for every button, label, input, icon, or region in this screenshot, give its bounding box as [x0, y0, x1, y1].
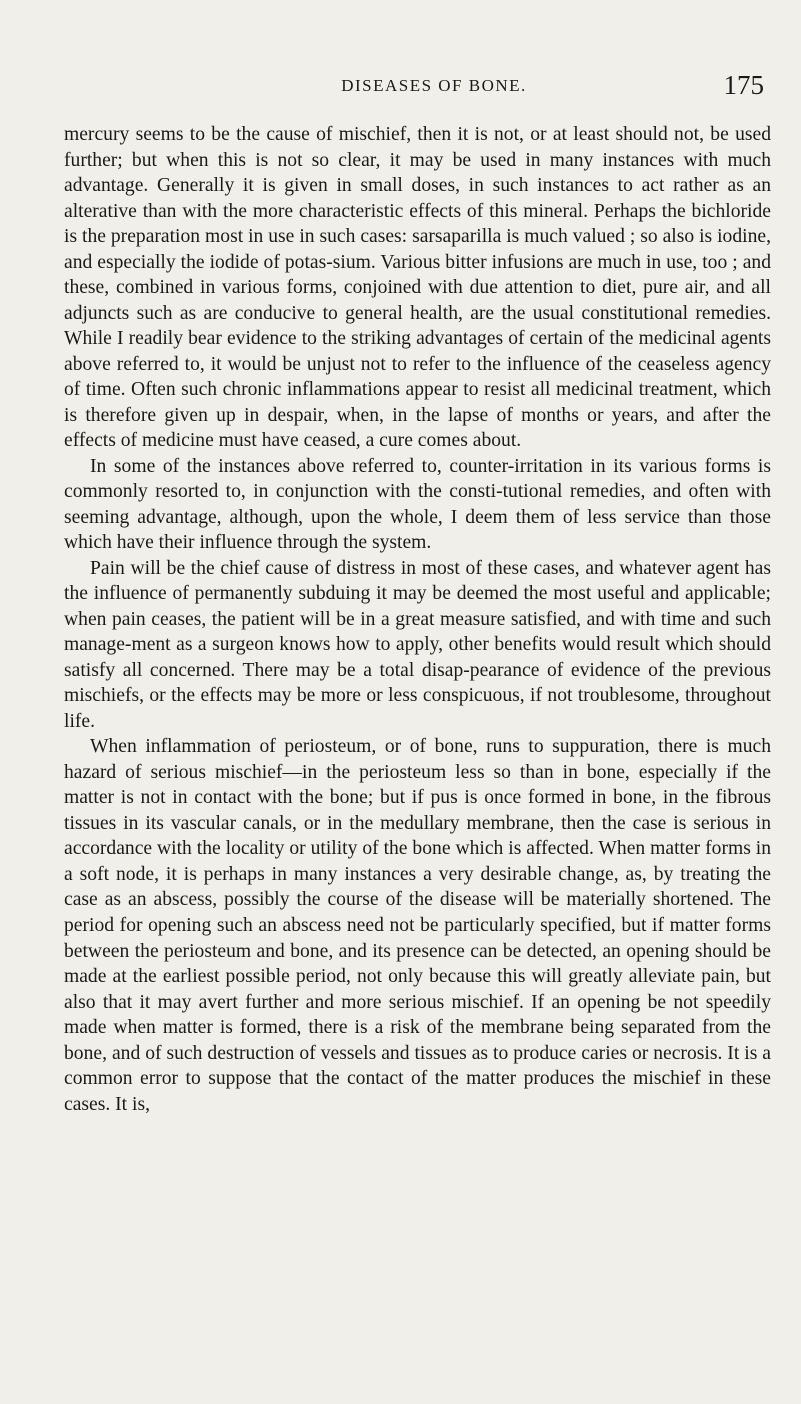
paragraph-1: mercury seems to be the cause of mischief, then it is not, or at least should not, be used further; but when this is not so clear, it may be used in many instances with much advantage. Generally it is given in small doses, in such instances to act rather as an alterative than with the more characteristic effects of this mineral. Perhaps the bichloride is the preparation most in use in such cases: sarsaparilla is much valued ; so also is iodine, and especially the iodide of potas-sium. Various bitter infusions are much in use, too ; and these, combined in various forms, conjoined with due attention to diet, pure air, and all adjuncts such as are conducive to general health, are the usual constitutional remedies. While I readily bear evidence to the striking advantages of certain of the medicinal agents above referred to, it would be unjust not to refer to the influence of the ceaseless agency of time. Often such chronic inflammations appear to resist all medicinal treatment, which is therefore given up in despair, when, in the lapse of months or years, and after the effects of medicine must have ceased, a cure comes about.: [64, 124, 771, 452]
page-number: 175: [723, 70, 764, 100]
paragraph-3: Pain will be the chief cause of distress in most of these cases, and whatever agent has the influence of permanently subduing it may be deemed the most useful and applicable; when pain ceases, the patient will be in a great measure satisfied, and with time and such manage-ment as a surgeon knows how to apply, other benefits would result which should satisfy all concerned. There may be a total disap-pearance of evidence of the previous mischiefs, or the effects may be more or less conspicuous, if not troublesome, throughout life.: [64, 557, 771, 732]
running-head: [64, 70, 764, 104]
running-title: DISEASES OF BONE.: [341, 76, 527, 95]
paragraph-2: In some of the instances above referred to, counter-irritation in its various forms is commonly resorted to, in conjunction with the consti-tutional remedies, and often with seeming advantage, although, upon the whole, I deem them of less service than those which have their influence through the system.: [64, 455, 771, 554]
paragraph-4: When inflammation of periosteum, or of bone, runs to suppuration, there is much hazard of serious mischief—in the periosteum less so than in bone, especially if the matter is not in contact with the bone; but if pus is once formed in bone, in the fibrous tissues in its vascular canals, or in the medullary membrane, then the case is serious in accordance with the locality or utility of the bone which is affected. When matter forms in a soft node, it is perhaps in many instances a very desirable change, as, by treating the case as an abscess, possibly the course of the disease will be materially shortened. The period for opening such an abscess need not be particularly specified, but if matter forms between the periosteum and bone, and its presence can be detected, an opening should be made at the earliest possible period, not only because this will greatly alleviate pain, but also that it may avert further and more serious mischief. If an opening be not speedily made when matter is formed, there is a risk of the membrane being separated from the bone, and of such destruction of vessels and tissues as to produce caries or necrosis. It is a common error to suppose that the contact of the matter produces the mischief in these cases. It is,: [64, 736, 771, 1115]
body-text: [64, 122, 771, 1117]
